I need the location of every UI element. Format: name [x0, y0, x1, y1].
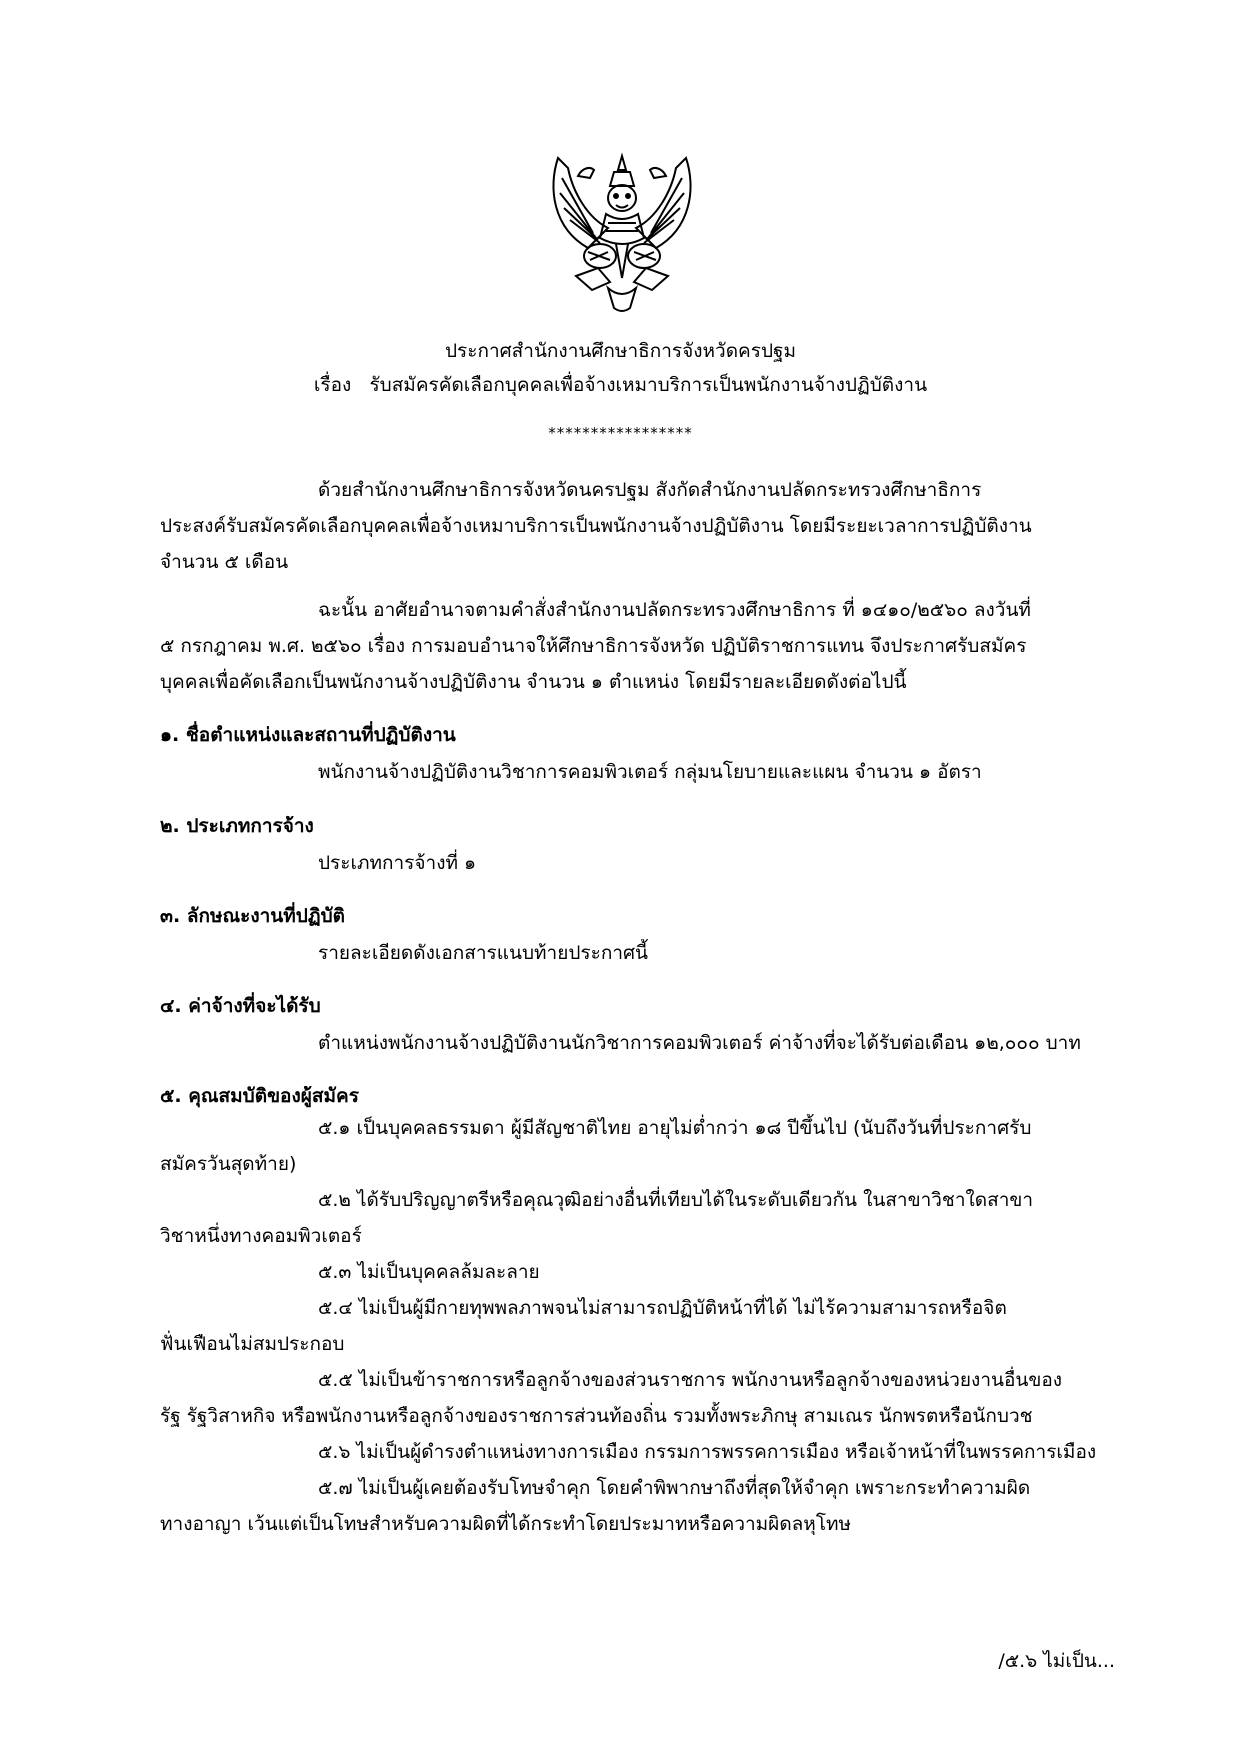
qualification-item-5-5: ๕.๕ ไม่เป็นข้าราชการหรือลูกจ้างของส่วนราชการ พนักงานหรือลูกจ้างของหน่วยงานอื่นของ รัฐ รัฐวิสาหกิจ หรือพนักงานหรือลูกจ้างของราชการส่วนท้องถิ่น รวมทั้งพระภิกษุ สามเณร นักพรตหรือนักบวช [160, 1369, 1063, 1427]
intro-paragraph-1 [160, 472, 1120, 580]
header-separator: ***************** [548, 424, 693, 442]
qualification-item-5-3: ๕.๓ ไม่เป็นบุคคลล้มละลาย [318, 1261, 540, 1283]
qualification-item-5-7: ๕.๗ ไม่เป็นผู้เคยต้องรับโทษจำคุก โดยคำพิพากษาถึงที่สุดให้จำคุก เพราะกระทำความผิด ทางอาญา เว้นแต่เป็นโทษสำหรับความผิดที่ได้กระทำโดยประมาทหรือความผิดลหุโทษ [160, 1477, 1031, 1535]
intro-paragraph-2 [160, 592, 1120, 700]
document-subject [0, 372, 1241, 398]
paragraph-line: จำนวน ๕ เดือน [160, 551, 289, 573]
section-5-items [160, 1110, 1120, 1542]
subject-label: เรื่อง [313, 374, 352, 396]
section-1-heading: ๑. ชื่อตำแหน่งและสถานที่ปฏิบัติงาน [160, 724, 456, 746]
qualification-item-5-4: ๕.๔ ไม่เป็นผู้มีกายทุพพลภาพจนไม่สามารถปฏิบัติหน้าที่ได้ ไม่ไร้ความสามารถหรือจิต ฟั่นเฟือนไม่สมประกอบ [160, 1297, 1007, 1355]
qualification-item-5-6: ๕.๖ ไม่เป็นผู้ดำรงตำแหน่งทางการเมือง กรรมการพรรคการเมือง หรือเจ้าหน้าที่ในพรรคการเมือง [318, 1441, 1097, 1463]
section-3-body: รายละเอียดดังเอกสารแนบท้ายประกาศนี้ [318, 942, 649, 964]
garuda-emblem-icon [548, 148, 696, 316]
paragraph-line: ฉะนั้น อาศัยอำนาจตามคำสั่งสำนักงานปลัดกระทรวงศึกษาธิการ ที่ ๑๔๑๐/๒๕๖๐ ลงวันที่ [318, 599, 1031, 621]
qualification-item-5-1: ๕.๑ เป็นบุคคลธรรมดา ผู้มีสัญชาติไทย อายุไม่ต่ำกว่า ๑๘ ปีขึ้นไป (นับถึงวันที่ประกาศรับ สมัครวันสุดท้าย) [160, 1117, 1032, 1175]
section-4-body: ตำแหน่งพนักงานจ้างปฏิบัติงานนักวิชาการคอมพิวเตอร์ ค่าจ้างที่จะได้รับต่อเดือน ๑๒,๐๐๐ บาท [318, 1032, 1081, 1054]
paragraph-line: ประสงค์รับสมัครคัดเลือกบุคคลเพื่อจ้างเหมาบริการเป็นพนักงานจ้างปฏิบัติงาน โดยมีระยะเวลาการปฏิบัติงาน [160, 515, 1032, 537]
document-title: ประกาศสำนักงานศึกษาธิการจังหวัดครปฐม [444, 340, 797, 362]
paragraph-line: ๕ กรกฎาคม พ.ศ. ๒๕๖๐ เรื่อง การมอบอำนาจให้ศึกษาธิการจังหวัด ปฏิบัติราชการแทน จึงประกาศรับสมัคร [160, 635, 1027, 657]
subject-text: รับสมัครคัดเลือกบุคคลเพื่อจ้างเหมาบริการเป็นพนักงานจ้างปฏิบัติงาน [369, 374, 928, 396]
section-4-heading: ๔. ค่าจ้างที่จะได้รับ [160, 995, 321, 1017]
section-1-body: พนักงานจ้างปฏิบัติงานวิชาการคอมพิวเตอร์ กลุ่มนโยบายและแผน จำนวน ๑ อัตรา [318, 761, 982, 783]
paragraph-line: บุคคลเพื่อคัดเลือกเป็นพนักงานจ้างปฏิบัติงาน จำนวน ๑ ตำแหน่ง โดยมีรายละเอียดดังต่อไปนี้ [160, 671, 907, 693]
section-2-body: ประเภทการจ้างที่ ๑ [318, 852, 477, 874]
paragraph-line: ด้วยสำนักงานศึกษาธิการจังหวัดนครปฐม สังกัดสำนักงานปลัดกระทรวงศึกษาธิการ [318, 479, 982, 501]
section-3-heading: ๓. ลักษณะงานที่ปฏิบัติ [160, 905, 345, 927]
section-5-heading: ๕. คุณสมบัติของผู้สมัคร [160, 1085, 359, 1107]
qualification-item-5-2: ๕.๒ ได้รับปริญญาตรีหรือคุณวุฒิอย่างอื่นที่เทียบได้ในระดับเดียวกัน ในสาขาวิชาใดสาขา วิชาหนึ่งทางคอมพิวเตอร์ [160, 1189, 1034, 1247]
page-continuation-marker: /๕.๖ ไม่เป็น... [998, 1650, 1115, 1672]
section-2-heading: ๒. ประเภทการจ้าง [160, 815, 314, 837]
